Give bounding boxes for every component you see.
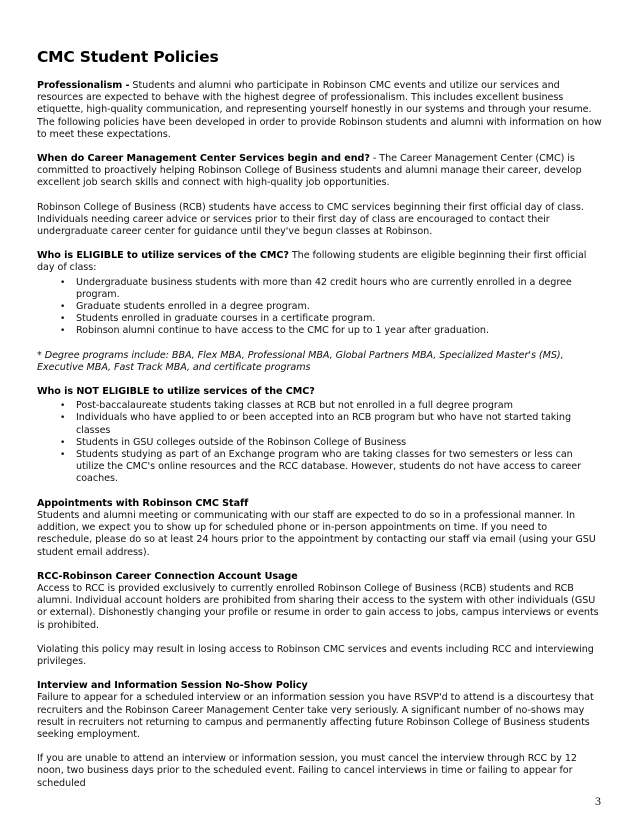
noshow-text: Failure to appear for a scheduled interview or an information session you have RSVP'd to attend is a discourtesy that recruiters and the Robinson Career Management Center take very seriously. A significant number of no-shows may result in recruiters not returning to campus and permanently affecting future Robinson College of Business students seeking employment. [37, 692, 594, 740]
appointments-heading: Appointments with Robinson CMC Staff [37, 497, 249, 509]
eligible-text: The following students are eligible beginning their first official day of class: [37, 250, 587, 274]
list-item: • Undergraduate business students with more than 42 credit hours who are currently enrolled in a degree program. [60, 276, 572, 300]
eligible-heading: Who is ELIGIBLE to utilize services of the CMC? [37, 250, 289, 262]
professionalism-paragraph [37, 80, 603, 141]
bullet: • [60, 413, 66, 424]
when-paragraph [37, 153, 603, 190]
list-item: • Individuals who have applied to or been accepted into an RCB program but who have not started taking classes [60, 412, 571, 436]
bullet: • [60, 401, 66, 412]
eligible-list [37, 277, 603, 338]
degree-note: * Degree programs include: BBA, Flex MBA, Professional MBA, Global Partners MBA, Specialized Master's (MS), Executive MBA, Fast Track MBA, and certificate programs [37, 349, 564, 373]
document-page [37, 48, 603, 790]
page-number: 3 [595, 794, 601, 808]
list-item: • Students enrolled in graduate courses in a certificate program. [60, 313, 376, 325]
bullet: • [60, 437, 66, 448]
when-heading: When do Career Management Center Services begin and end? [37, 153, 370, 165]
rcc-text: Access to RCC is provided exclusively to currently enrolled Robinson College of Business (RCB) students and RCB alumni. Individual account holders are prohibited from sharing their access to the system with other individuals (GSU or external). Dishonestly changing your profile or resume in order to gain access to jobs, campus interviews or events is prohibited. [37, 582, 599, 631]
rcc-heading: RCC-Robinson Career Connection Account Usage [37, 570, 298, 582]
noshow-heading: Interview and Information Session No-Show Policy [37, 680, 308, 692]
when-text: - The Career Management Center (CMC) is committed to proactively helping Robinson College of Business students and alumni manage their career, develop excellent job search skills and connect with high-quality job opportunities. [37, 153, 582, 189]
rcb-paragraph: Robinson College of Business (RCB) students have access to CMC services beginning their first official day of class. Individuals needing career advice or services prior to their first day of class are encouraged to contact their undergraduate career center for guidance until they've begun classes at Robinson. [37, 201, 584, 238]
appointments-text: Students and alumni meeting or communicating with our staff are expected to do so in a professional manner. In addition, we expect you to show up for scheduled phone or in-person appointments on time. If you need to reschedule, please do so at least 24 hours prior to the appointment by contacting our staff via email (using your GSU student email address). [37, 509, 596, 558]
bullet: • [60, 450, 66, 461]
list-item: • Post-baccalaureate students taking classes at RCB but not enrolled in a full degree program [60, 400, 513, 412]
noshow-cancel-text: If you are unable to attend an interview or information session, you must cancel the interview through RCC by 12 noon, two business days prior to the scheduled event. Failing to cancel interviews in time or failing to appear for scheduled [37, 753, 577, 789]
list-item: • Robinson alumni continue to have access to the CMC for up to 1 year after graduation. [60, 325, 489, 337]
list-item: • Students in GSU colleges outside of the Robinson College of Business [60, 436, 407, 448]
bullet: • [60, 277, 66, 288]
list-item: • Students studying as part of an Exchange program who are taking classes for two semesters or less can utilize the CMC's online resources and the RCC database. However, students do not have access to career coaches. [60, 449, 582, 485]
professionalism-text: Students and alumni who participate in Robinson CMC events and utilize our services and resources are expected to behave with the highest degree of professionalism. This includes excellent business etiquette, high-quality communication, and representing yourself honestly in our systems and through your resume. The following policies have been developed in order to provide Robinson students and alumni with information on how to meet these expectations. [37, 80, 602, 140]
eligible-paragraph [37, 250, 603, 274]
page-title: CMC Student Policies [37, 48, 219, 66]
bullet: • [60, 326, 66, 337]
professionalism-heading: Professionalism - [37, 80, 130, 91]
not-eligible-list [37, 400, 603, 485]
rcc-violation-text: Violating this policy may result in losing access to Robinson CMC services and events including RCC and interviewing privileges. [37, 643, 594, 667]
bullet: • [60, 302, 66, 313]
list-item: • Graduate students enrolled in a degree program. [60, 301, 310, 313]
not-eligible-heading: Who is NOT ELIGIBLE to utilize services of the CMC? [37, 386, 315, 398]
bullet: • [60, 314, 66, 325]
